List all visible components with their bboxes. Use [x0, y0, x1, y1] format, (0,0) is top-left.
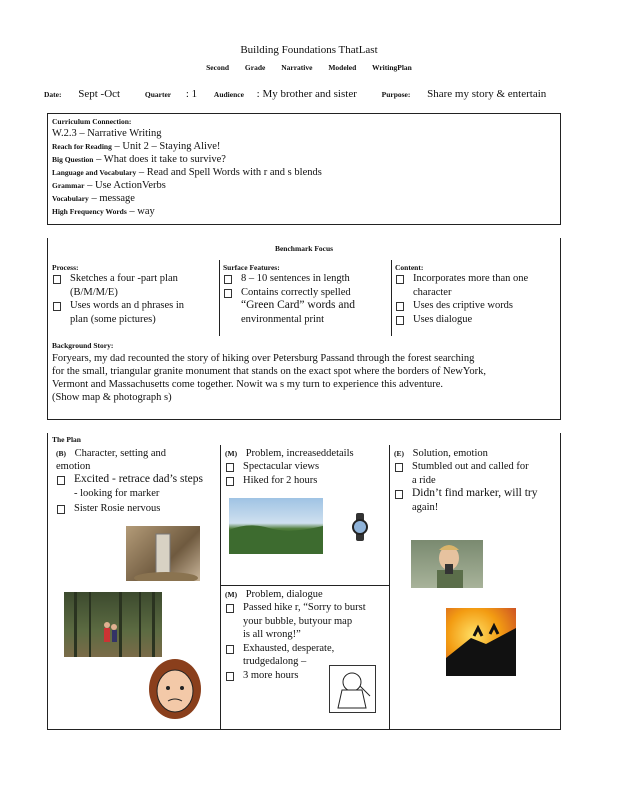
- hfw-label: High Frequency Words: [52, 207, 127, 216]
- meta-row: [44, 88, 550, 100]
- reach-label: Reach for Reading: [52, 142, 112, 151]
- plan-label: The Plan: [52, 435, 81, 444]
- process-item: Uses words an d phrases in plan (some pictures): [52, 299, 214, 326]
- quarter-value: : 1: [185, 88, 198, 100]
- divider: [389, 445, 390, 729]
- curriculum-label: Curriculum Connection:: [52, 117, 132, 126]
- plan-end: [394, 447, 556, 514]
- hiker-drawing: [329, 665, 376, 713]
- middle2-item: Exhausted, desperate, trudgedalong –: [225, 642, 387, 669]
- date-label: Date:: [44, 90, 62, 99]
- plan-box: [47, 433, 561, 730]
- forest-photo: [64, 592, 162, 657]
- vocab-value: – message: [91, 193, 135, 204]
- content-item: Uses des criptive words: [395, 299, 555, 313]
- grammar-value: – Use ActionVerbs: [87, 180, 166, 191]
- content-label: Content:: [395, 263, 424, 272]
- beginning-item: Excited - retrace dad’s steps - looking for marker: [56, 473, 216, 500]
- date-value: Sept -Oct: [78, 88, 121, 100]
- process-label: Process:: [52, 263, 79, 272]
- mountain-view-photo: [229, 498, 323, 554]
- language-label: Language and Vocabulary: [52, 168, 137, 177]
- hfw-value: – way: [129, 206, 155, 217]
- language-value: – Read and Spell Words with r and s blends: [138, 167, 322, 178]
- plan-beginning: [56, 447, 216, 516]
- divider: [220, 445, 221, 729]
- girl-drawing: [148, 659, 203, 721]
- beginning-heading: Character, setting and: [74, 448, 167, 459]
- vocab-label: Vocabulary: [52, 194, 89, 203]
- plan-middle-1: [225, 447, 387, 487]
- process-column: [52, 263, 214, 326]
- divider: [391, 260, 392, 336]
- divider: [220, 585, 389, 586]
- middle2-item: 3 more hours: [225, 669, 387, 683]
- beginning-tag: (B): [56, 449, 66, 458]
- standard-line: W.2.3 – Narrative Writing: [52, 128, 162, 139]
- marker-photo: [126, 526, 200, 581]
- surface-item: 8 – 10 sentences in length: [223, 272, 388, 286]
- middle2-heading: Problem, dialogue: [245, 589, 323, 600]
- middle2-tag: (M): [225, 590, 238, 599]
- story-line: (Show map & photograph s): [52, 392, 172, 403]
- boy-photo: [411, 540, 483, 588]
- curriculum-box: [47, 113, 561, 225]
- big-question-value: – What does it take to survive?: [96, 154, 226, 165]
- surface-label: Surface Features:: [223, 263, 280, 272]
- process-item: Sketches a four -part plan (B/M/M/E): [52, 272, 214, 299]
- content-item: Incorporates more than one character: [395, 272, 555, 299]
- audience-label: Audience: [213, 90, 244, 99]
- reach-value: – Unit 2 – Staying Alive!: [114, 141, 221, 152]
- end-tag: (E): [394, 449, 404, 458]
- surface-column: [223, 263, 388, 326]
- story-line: Foryears, my dad recounted the story of hiking over Petersburg Passand through the forest searching: [52, 353, 475, 364]
- page-title: Building Foundations ThatLast: [240, 44, 378, 56]
- middle1-tag: (M): [225, 449, 238, 458]
- beginning-heading-2: emotion: [56, 461, 91, 472]
- end-heading: Solution, emotion: [412, 448, 488, 459]
- content-item: Uses dialogue: [395, 313, 555, 327]
- story-line: Vermont and Massachusetts come together. Nowit wa s my turn to experience this adventure.: [52, 379, 444, 390]
- page-subtitle: Second Grade Narrative Modeled WritingPlan: [206, 63, 412, 72]
- benchmark-box: [47, 238, 561, 420]
- beginning-item: Sister Rosie nervous: [56, 502, 216, 516]
- content-column: [395, 263, 555, 326]
- middle2-item: Passed hike r, “Sorry to burst your bubble, butyour map is all wrong!”: [225, 601, 387, 642]
- story-line: for the small, triangular granite monument that stands on the exact spot where the borders of NewYork,: [52, 366, 486, 377]
- middle1-item: Hiked for 2 hours: [225, 474, 387, 488]
- middle1-heading: Problem, increaseddetails: [245, 448, 354, 459]
- purpose-label: Purpose:: [381, 90, 411, 99]
- quarter-label: Quarter: [144, 90, 172, 99]
- divider: [219, 260, 220, 336]
- background-label: Background Story:: [52, 341, 114, 350]
- end-item: Didn’t find marker, will try again!: [394, 487, 556, 514]
- surface-item: Contains correctly spelled “Green Card” words and environmental print: [223, 286, 388, 327]
- purpose-value: Share my story & entertain: [427, 88, 547, 100]
- sunset-climbers-photo: [446, 608, 516, 676]
- end-item: Stumbled out and called for a ride: [394, 460, 556, 487]
- background-story: [52, 341, 558, 404]
- watch-icon: [351, 513, 369, 541]
- big-question-label: Big Question: [52, 155, 94, 164]
- audience-value: : My brother and sister: [256, 88, 357, 100]
- grammar-label: Grammar: [52, 181, 85, 190]
- benchmark-label: Benchmark Focus: [274, 244, 334, 253]
- middle1-item: Spectacular views: [225, 460, 387, 474]
